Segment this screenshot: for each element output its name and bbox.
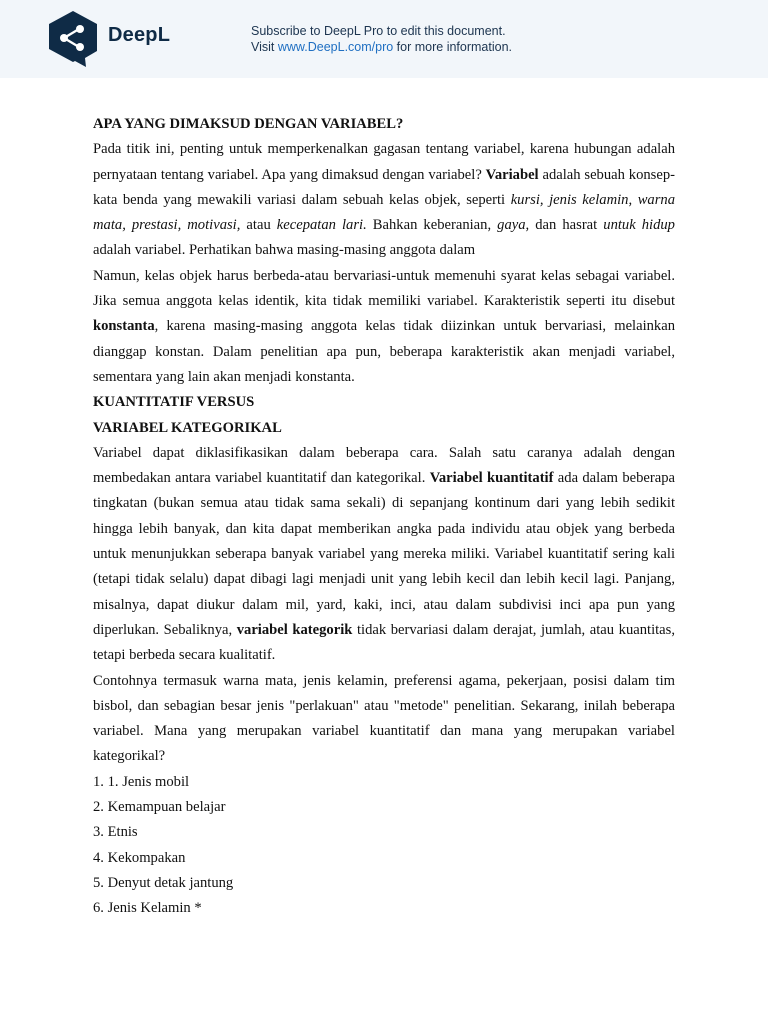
p2-text-1: Namun, kelas objek harus berbeda-atau bervariasi-untuk memenuhi syarat kelas sebagai variabel. Jika semua anggota kelas identik, kita tidak memiliki variabel. Karakteristik seperti itu disebut: [93, 267, 675, 310]
deepl-banner: [0, 0, 768, 78]
p1-bold-variabel: Variabel: [485, 166, 539, 183]
p1-text-3: atau: [240, 217, 277, 234]
list-item: 3. Etnis: [93, 824, 138, 841]
p1-text-2: adalah sebuah konsep-kata benda yang mewakili variasi dalam sebuah kelas objek, seperti: [93, 166, 675, 208]
deepl-logo-icon[interactable]: [46, 9, 100, 69]
list-item: 6. Jenis Kelamin *: [93, 900, 202, 917]
p3-text-1: Variabel dapat diklasifikasikan dalam beberapa cara. Salah satu caranya adalah dengan membedakan antara variabel kuantitatif dan kategorikal.: [93, 444, 675, 487]
list-item: 5. Denyut detak jantung: [93, 874, 234, 891]
subscribe-message: [251, 23, 512, 55]
paragraph-3: [93, 441, 675, 669]
p1-text-5: dan hasrat: [529, 217, 604, 234]
heading-categorical: VARIABEL KATEGORIKAL: [93, 419, 282, 436]
heading-variable: APA YANG DIMAKSUD DENGAN VARIABEL?: [93, 116, 404, 132]
heading-quantitative: KUANTITATIF VERSUS: [93, 394, 255, 411]
p1-italic-life: untuk hidup: [603, 217, 675, 234]
p3-bold-quantitative: Variabel kuantitatif: [429, 470, 554, 487]
p1-italic-examples: kursi, jenis kelamin, warna mata, prestasi, motivasi,: [93, 191, 675, 234]
list-item: 2. Kemampuan belajar: [93, 799, 226, 816]
list-item: 4. Kekompakan: [93, 849, 186, 866]
p1-text-6: adalah variabel. Perhatikan bahwa masing-masing anggota dalam: [93, 242, 476, 259]
p3-text-2: ada dalam beberapa tingkatan (bukan semua atau tidak sama sekali) di sepanjang kontinum dari yang lebih sedikit hingga lebih banyak, dan kita dapat memberikan angka pada individu atau objek yang berbeda untuk menunjukkan seberapa banyak variabel yang mereka miliki. Variabel kuantitatif sering kali (tetapi tidak selalu) dapat dibagi lagi menjadi unit yang lebih kecil dan lebih kecil lagi. Panjang, misalnya, dapat diukur dalam mil, yard, kaki, inci, atau dalam subdivisi inci apa pun yang diperlukan. Sebaliknya,: [93, 470, 676, 638]
p1-text-4: Bahkan keberanian,: [366, 217, 498, 234]
p1-text-1: Pada titik ini, penting untuk memperkenalkan gagasan tentang variabel, karena hubungan adalah pernyataan tentang variabel. Apa yang dimaksud dengan variabel?: [93, 141, 675, 183]
p3-bold-categorical: variabel kategorik: [236, 621, 353, 638]
visit-suffix: for more information.: [393, 40, 512, 54]
paragraph-2: [93, 264, 675, 390]
deepl-pro-link[interactable]: www.DeepL.com/pro: [277, 40, 394, 54]
brand-name: DeepL: [108, 24, 171, 46]
visit-line: [251, 39, 512, 55]
list-item: 1. 1. Jenis mobil: [93, 773, 190, 790]
document-body: [93, 112, 675, 922]
p1-italic-speed: kecepatan lari.: [276, 217, 367, 234]
visit-prefix: Visit: [251, 40, 278, 54]
p3-text-3: tidak bervariasi dalam derajat, jumlah, atau kuantitas, tetapi berbeda secara kualitatif.: [93, 621, 675, 664]
p2-text-2: , karena masing-masing anggota kelas tidak diizinkan untuk bervariasi, melainkan dianggap konstan. Dalam penelitian apa pun, beberapa karakteristik akan menjadi variabel, sementara yang lain akan menjadi konstanta.: [93, 318, 675, 385]
p2-bold-konstanta: konstanta: [93, 318, 155, 335]
subscribe-line: Subscribe to DeepL Pro to edit this document.: [251, 24, 506, 38]
paragraph-1: [93, 137, 675, 263]
paragraph-4: Contohnya termasuk warna mata, jenis kelamin, preferensi agama, pekerjaan, posisi dalam tim bisbol, dan sebagian besar jenis "perlakuan" atau "metode" penelitian. Sekarang, inilah beberapa variabel. Mana yang merupakan variabel kuantitatif dan mana yang merupakan variabel kategorikal?: [93, 672, 675, 765]
p1-italic-style: gaya,: [497, 217, 530, 234]
